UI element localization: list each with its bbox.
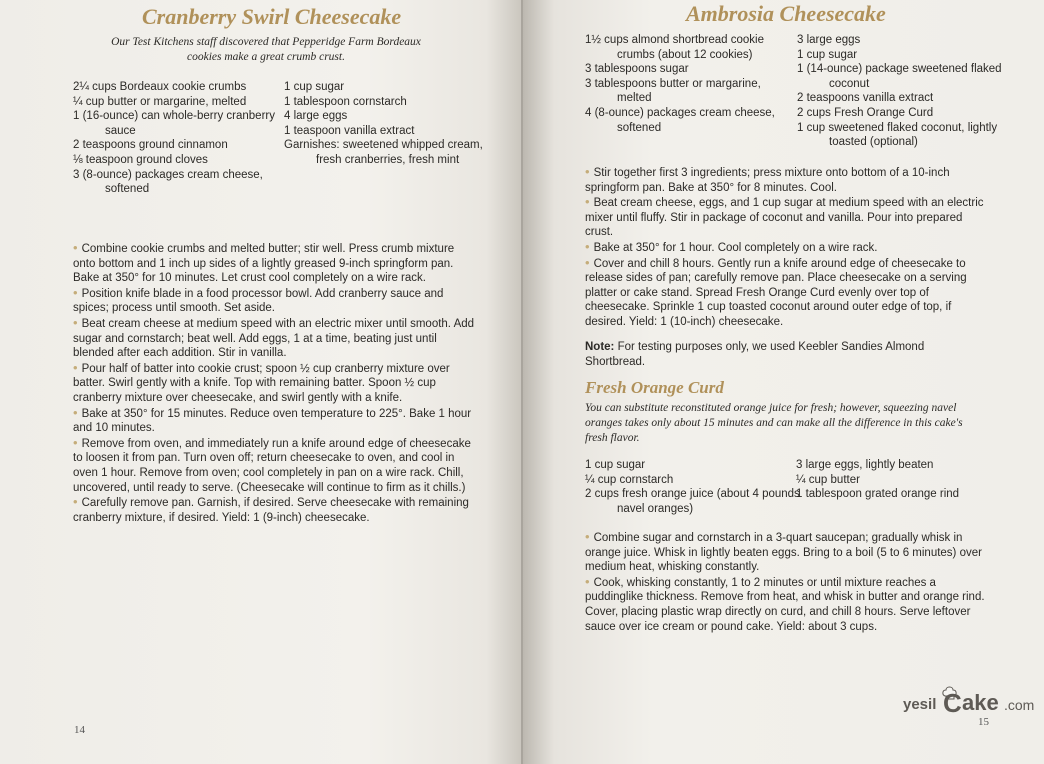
- recipe-title-cranberry: Cranberry Swirl Cheesecake: [142, 4, 402, 29]
- ingredient-item: 1 cup sugar: [585, 459, 646, 471]
- page-number-left: 14: [74, 724, 85, 736]
- note-text: For testing purposes only, we used Keebler Sandies Almond Shortbread.: [585, 341, 925, 368]
- sub-ingredients-list-col1: [585, 458, 800, 516]
- ingredient-item: 3 tablespoons sugar: [585, 63, 689, 76]
- bullet-icon: •: [585, 573, 590, 589]
- bullet-icon: •: [585, 238, 590, 254]
- ingredient-item: Garnishes: sweetened whipped cream, fresh cranberries, fresh mint: [284, 139, 483, 166]
- ingredient-item: 1 tablespoon cornstarch: [284, 95, 407, 108]
- ingredients-list-right-col2: [797, 33, 1002, 150]
- ingredients-list-left-col2: [284, 80, 483, 168]
- ingredient-item: 3 large eggs: [797, 34, 861, 46]
- step-text: Bake at 350° for 15 minutes. Reduce oven temperature to 225°. Bake 1 hour and 10 minutes.: [73, 407, 472, 435]
- ingredient-item: ¼ cup butter: [796, 473, 860, 486]
- step-text: Position knife blade in a food processor bowl. Add cranberry sauce and spices; process until smooth. Set aside.: [73, 287, 444, 315]
- ingredient-item: 1 tablespoon grated orange rind: [796, 488, 960, 501]
- step-text: Carefully remove pan. Garnish, if desired. Serve cheesecake with remaining cranberry mixture, if desired. Yield: 1 (9-inch) cheesecake.: [73, 497, 469, 524]
- intro-line-2: cookies make a great crumb crust.: [187, 51, 345, 63]
- watermark-c-icon: C: [943, 688, 962, 718]
- note-label: Note:: [585, 341, 615, 353]
- ingredient-item: 1½ cups almond shortbread cookie crumbs (about 12 cookies): [585, 34, 764, 61]
- recipe-title-ambrosia: Ambrosia Cheesecake: [686, 1, 886, 26]
- intro-line-1: Our Test Kitchens staff discovered that Pepperidge Farm Bordeaux: [111, 36, 421, 48]
- sub-recipe-title: Fresh Orange Curd: [585, 378, 724, 397]
- step-item: [585, 165, 987, 195]
- step-item: [73, 495, 477, 525]
- ingredients-list-left-col1: [73, 80, 278, 197]
- ingredient-item: 2¼ cups Bordeaux cookie crumbs: [73, 81, 247, 93]
- step-text: Cook, whisking constantly, 1 to 2 minutes or until mixture reaches a puddinglike thickness. Remove from heat, and whisk in butter and orange rind. Cover, placing plastic wrap directly on curd, and chill 8 hours. Serve leftover sauce over ice cream or pound cake. Yield: about 3 cups.: [585, 576, 985, 633]
- watermark-text-part1: yesil: [903, 696, 937, 713]
- step-text: Pour half of batter into cookie crust; spoon ½ cup cranberry mixture over batter. Swirl gently with a knife. Top with remaining batter. Spoon ½ cup cranberry mixture over cheesecake, and swirl gently with a knife.: [73, 362, 450, 404]
- step-text: Beat cream cheese, eggs, and 1 cup sugar at medium speed with an electric mixer until fluffy. Stir in package of coconut and vanilla. Pour into prepared crust.: [585, 197, 984, 239]
- watermark-logo: [900, 688, 1042, 726]
- page-number-right: 15: [978, 716, 989, 728]
- watermark-text-part3: .com: [1004, 697, 1035, 713]
- ingredient-item: 2 cups fresh orange juice (about 4 pounds navel oranges): [585, 488, 800, 515]
- bullet-icon: •: [73, 494, 78, 510]
- ingredient-item: 1 (14-ounce) package sweetened flaked coconut: [797, 63, 1002, 90]
- watermark-text-part2: ake: [962, 690, 999, 715]
- ingredient-item: 4 (8-ounce) packages cream cheese, softened: [585, 106, 775, 134]
- bullet-icon: •: [73, 284, 78, 300]
- step-item: [585, 240, 987, 256]
- ingredient-item: 3 (8-ounce) packages cream cheese, softened: [73, 168, 263, 196]
- ingredient-item: 2 cups Fresh Orange Curd: [797, 106, 934, 119]
- ingredient-item: ¼ cup cornstarch: [585, 473, 674, 486]
- ingredient-item: 4 large eggs: [284, 110, 348, 123]
- steps-list-cranberry: [73, 241, 477, 525]
- ingredient-item: 1 teaspoon vanilla extract: [284, 124, 415, 137]
- right-page: [523, 0, 1044, 764]
- bullet-icon: •: [585, 529, 590, 544]
- ingredient-item: 3 tablespoons butter or margarine, melted: [585, 77, 761, 105]
- bullet-icon: •: [585, 194, 590, 210]
- step-item: [585, 530, 987, 575]
- ingredient-item: ¼ cup butter or margarine, melted: [73, 95, 247, 108]
- ingredient-item: 1 cup sugar: [284, 81, 345, 93]
- ingredient-item: 2 teaspoons ground cinnamon: [73, 139, 228, 152]
- ingredient-item: 3 large eggs, lightly beaten: [796, 459, 934, 471]
- step-item: [73, 361, 477, 406]
- step-text: Combine sugar and cornstarch in a 3-quart saucepan; gradually whisk in orange juice. Whisk in lightly beaten eggs. Bring to a boil (5 to 6 minutes) over medium heat, whisking constantly.: [585, 532, 982, 574]
- steps-list-ambrosia: [585, 165, 987, 330]
- bullet-icon: •: [73, 434, 78, 450]
- step-text: Remove from oven, and immediately run a knife around edge of cheesecake to loosen it from pan. Turn oven off; return cheesecake to oven, and cool in oven 1 hour. Remove from oven; cool completely in pan on a wire rack. Chill, uncovered, until ready to serve. (Cheesecake will continue to firm as it chills.): [73, 437, 471, 494]
- ingredient-item: 2 teaspoons vanilla extract: [797, 92, 934, 105]
- bullet-icon: •: [73, 359, 78, 375]
- step-item: [585, 256, 987, 330]
- bullet-icon: •: [73, 404, 78, 420]
- bullet-icon: •: [73, 314, 78, 330]
- testing-note: [585, 340, 987, 369]
- ingredients-list-right-col1: [585, 33, 795, 135]
- sub-steps-list: [585, 530, 987, 634]
- step-text: Beat cream cheese at medium speed with an electric mixer until smooth. Add sugar and cornstarch; beat well. Add eggs, 1 at a time, beating just until blended after each addition. Stir in vanilla.: [73, 317, 475, 360]
- step-item: [73, 436, 477, 495]
- step-item: [73, 406, 477, 436]
- step-text: Bake at 350° for 1 hour. Cool completely on a wire rack.: [593, 241, 878, 254]
- step-item: [585, 575, 987, 634]
- ingredient-item: 1 cup sweetened flaked coconut, lightly toasted (optional): [797, 121, 998, 149]
- step-item: [585, 195, 987, 240]
- bullet-icon: •: [585, 254, 590, 270]
- step-item: [73, 241, 477, 286]
- step-item: [73, 286, 477, 316]
- sub-ingredients-list-col2: [796, 458, 996, 502]
- step-item: [73, 316, 477, 361]
- step-text: Cover and chill 8 hours. Gently run a knife around edge of cheesecake to release sides of pan; carefully remove pan. Place cheesecake on a serving platter or cake stand. Spread Fresh Orange Curd evenly over top of cheesecake. Sprinkle 1 cup toasted coconut around outer edge of top, if desired. Yield: 1 (10-inch) cheesecake.: [585, 257, 967, 328]
- ingredient-item: 1 (16-ounce) can whole-berry cranberry sauce: [73, 110, 275, 137]
- ingredient-item: ⅛ teaspoon ground cloves: [73, 153, 208, 166]
- recipe-intro-cranberry: [70, 35, 462, 65]
- bullet-icon: •: [73, 240, 78, 255]
- step-text: Stir together first 3 ingredients; press mixture onto bottom of a 10-inch springform pan. Bake at 350° for 8 minutes. Cool.: [585, 167, 950, 194]
- bullet-icon: •: [585, 164, 590, 179]
- sub-recipe-intro: You can substitute reconstituted orange juice for fresh; however, squeezing navel oranges takes only about 15 minutes and can make all the difference in this cake's fresh flavor.: [585, 402, 963, 444]
- step-text: Combine cookie crumbs and melted butter; stir well. Press crumb mixture onto bottom and 1 inch up sides of a lightly greased 9-inch springform pan. Bake at 350° for 10 minutes. Let crust cool completely on a wire rack.: [73, 243, 455, 285]
- ingredient-item: 1 cup sugar: [797, 48, 858, 61]
